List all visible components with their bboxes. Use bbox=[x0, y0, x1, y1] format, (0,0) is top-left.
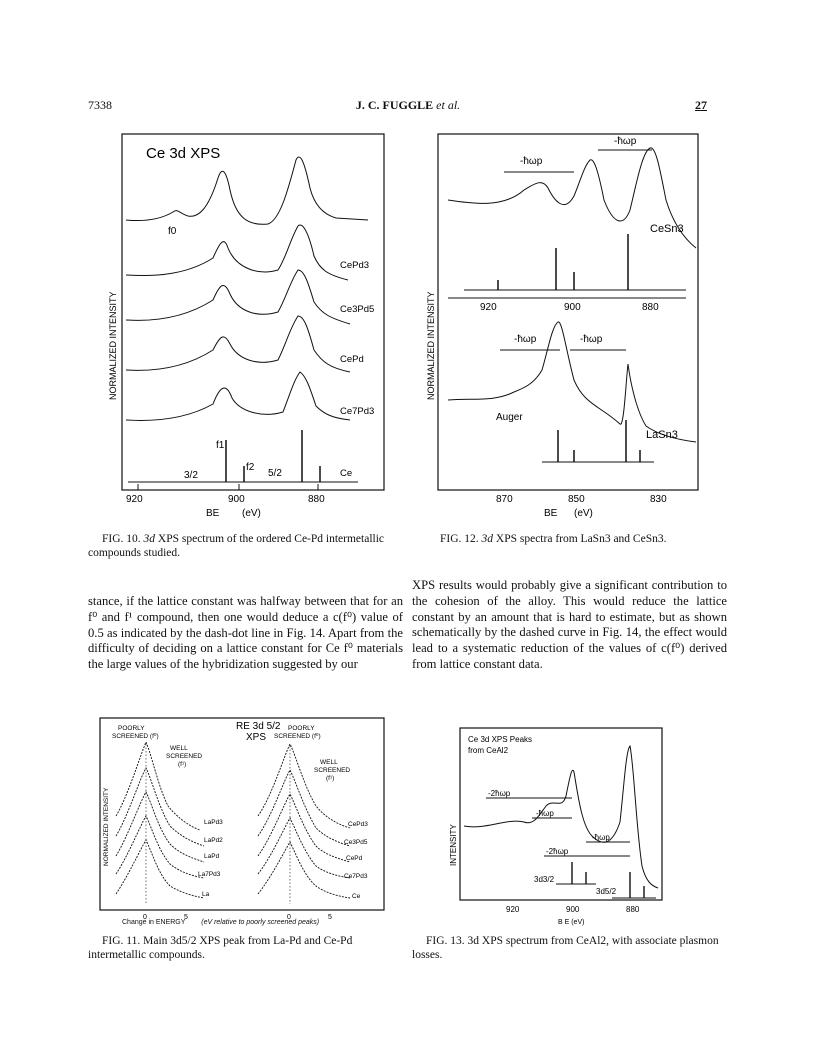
fig12-auger-label: Auger bbox=[496, 412, 523, 423]
fig11-tick: 5 bbox=[328, 914, 332, 921]
figure-11 bbox=[88, 716, 388, 926]
fig11-screened-label: SCREENED bbox=[166, 753, 203, 760]
fig11-f1-label: (f¹) bbox=[326, 775, 335, 782]
fig11-la-label: LaPd3 bbox=[204, 819, 223, 826]
fig10-title: Ce 3d XPS bbox=[146, 145, 221, 162]
fig11-caption-text: Main 3d5/2 XPS peak from La-Pd and Ce-Pd intermetallic compounds. bbox=[88, 935, 353, 961]
figure-11-plot bbox=[88, 716, 388, 926]
fig13-tick: 900 bbox=[566, 905, 580, 914]
fig11-xlabel-row bbox=[122, 919, 402, 926]
fig13-j32-label: 3d3/2 bbox=[534, 875, 555, 884]
fig10-tick: 880 bbox=[308, 494, 325, 505]
fig10-tick: 920 bbox=[126, 494, 143, 505]
fig10-curve-label: CePd bbox=[340, 354, 364, 365]
fig11-ce-label: CePd3 bbox=[348, 821, 368, 828]
fig10-curve-label: Ce3Pd5 bbox=[340, 304, 375, 315]
fig10-curve-label: Ce bbox=[340, 468, 353, 479]
fig11-tick: 0 bbox=[287, 914, 291, 921]
fig13-j52-label: 3d5/2 bbox=[596, 887, 617, 896]
fig12-tick: 900 bbox=[564, 302, 581, 313]
fig11-la-label: LaPd bbox=[204, 853, 220, 860]
fig11-ce-label: Ce7Pd3 bbox=[344, 873, 368, 880]
figure-12 bbox=[424, 130, 714, 525]
fig10-tick: 900 bbox=[228, 494, 245, 505]
fig11-ce-label: Ce bbox=[352, 893, 361, 900]
fig10-j52-label: 5/2 bbox=[268, 468, 282, 479]
fig11-poorly-label: POORLY bbox=[118, 725, 145, 732]
fig11-tick: 5 bbox=[184, 914, 188, 921]
fig12-tick: 870 bbox=[496, 494, 513, 505]
fig10-caption-text: XPS spectrum of the ordered Ce-Pd intermetallic compounds studied. bbox=[88, 533, 385, 559]
fig13-xlabel: B E (eV) bbox=[558, 919, 585, 926]
fig13-caption-text: 3d XPS spectrum from CeAl2, with associate plasmon losses. bbox=[412, 935, 719, 961]
running-header bbox=[0, 98, 816, 113]
fig11-poorly-label: POORLY bbox=[288, 725, 315, 732]
fig10-xlabel: BE bbox=[206, 508, 220, 519]
fig11-la-label: La bbox=[202, 891, 210, 898]
fig13-plasmon1-label: -ħωp bbox=[592, 833, 610, 842]
fig11-screened-label: SCREENED (f⁰) bbox=[274, 733, 321, 740]
fig10-f2-label: f2 bbox=[246, 462, 255, 473]
fig12-caption bbox=[440, 532, 730, 546]
figure-10 bbox=[108, 130, 388, 525]
fig11-title: RE 3d 5/2 bbox=[236, 721, 281, 732]
fig12-caption-label: FIG. 12. bbox=[440, 533, 479, 545]
fig12-xunit: (eV) bbox=[574, 508, 593, 519]
fig10-curve-label: Ce7Pd3 bbox=[340, 406, 375, 417]
fig13-title: from CeAl2 bbox=[468, 746, 509, 755]
fig11-title: XPS bbox=[246, 732, 267, 743]
fig11-la-label: La7Pd3 bbox=[198, 871, 221, 878]
fig11-xlabel-right: (eV relative to poorly screened peaks) bbox=[201, 919, 320, 926]
fig13-ylabel: INTENSITY bbox=[449, 824, 458, 866]
fig11-screened-label: SCREENED (f⁰) bbox=[112, 733, 159, 740]
fig10-f0-label: f0 bbox=[168, 226, 177, 237]
fig11-well-label: WELL bbox=[320, 759, 338, 766]
fig11-f1-label: (f¹) bbox=[178, 761, 187, 768]
fig11-tick: 0 bbox=[143, 914, 147, 921]
fig10-f1-label: f1 bbox=[216, 440, 225, 451]
fig11-well-label: WELL bbox=[170, 745, 188, 752]
figure-13 bbox=[446, 726, 680, 926]
body-paragraph: XPS results would probably give a significant contribution to the cohesion of the alloy. This would reduce the lattice constant by an amount that is hard to estimate, but as shown schematically by the dashed curve in Fig. 14, the effect would lead to a systematic reduction of the values of c(f⁰) derived from lattice constant data. bbox=[412, 578, 727, 671]
fig10-j32-label: 3/2 bbox=[184, 470, 198, 481]
fig11-ylabel: NORMALIZED INTENSITY bbox=[103, 787, 110, 866]
fig12-cesn3-label: CeSn3 bbox=[650, 223, 684, 235]
fig12-xlabel: BE bbox=[544, 508, 558, 519]
figure-12-plot bbox=[424, 130, 714, 525]
figure-13-plot bbox=[446, 726, 680, 926]
fig10-caption-italic: 3d bbox=[143, 533, 156, 545]
fig13-plasmon2-label: -2ħωp bbox=[546, 847, 569, 856]
body-text-right bbox=[412, 578, 727, 673]
fig12-tick: 830 bbox=[650, 494, 667, 505]
fig11-ce-label: Ce3Pd5 bbox=[344, 839, 368, 846]
body-paragraph: stance, if the lattice constant was halfway between that for an f⁰ and f¹ compound, then one would deduce a c(f⁰) value of 0.5 as indicated by the dash-dot line in Fig. 14. Apart from the difficulty of deciding on a lattice constant for Ce f⁰ materials the large values of the hybridization suggested by our bbox=[88, 594, 403, 672]
fig12-tick: 920 bbox=[480, 302, 497, 313]
fig13-tick: 880 bbox=[626, 905, 640, 914]
figure-10-plot bbox=[108, 130, 388, 525]
fig10-curve-label: CePd3 bbox=[340, 260, 370, 271]
fig10-ylabel: NORMALIZED INTENSITY bbox=[108, 291, 118, 400]
fig11-xlabel-left: Change in ENERGY bbox=[122, 919, 186, 926]
fig13-tick: 920 bbox=[506, 905, 520, 914]
body-text-left bbox=[88, 594, 403, 673]
fig10-caption-label: FIG. 10. bbox=[102, 533, 141, 545]
fig12-plasmon-label: -ħωp bbox=[520, 156, 543, 167]
fig10-xunit: (eV) bbox=[242, 508, 261, 519]
fig12-plasmon-label: -ħωp bbox=[614, 136, 637, 147]
author-suffix: et al. bbox=[436, 98, 461, 112]
fig12-caption-text: XPS spectra from LaSn3 and CeSn3. bbox=[495, 533, 667, 545]
fig13-caption bbox=[412, 934, 727, 962]
fig12-plasmon-label: -ħωp bbox=[580, 334, 603, 345]
fig12-lasn3-label: LaSn3 bbox=[646, 429, 678, 441]
volume-number: 27 bbox=[695, 98, 707, 112]
fig12-plasmon-label: -ħωp bbox=[514, 334, 537, 345]
fig12-tick: 850 bbox=[568, 494, 585, 505]
fig11-la-label: LaPd2 bbox=[204, 837, 223, 844]
fig11-caption bbox=[88, 934, 403, 962]
fig12-caption-italic: 3d bbox=[481, 533, 494, 545]
author-name: J. C. FUGGLE bbox=[355, 98, 434, 112]
page-number: 7338 bbox=[88, 98, 112, 112]
fig11-screened-label: SCREENED bbox=[314, 767, 351, 774]
fig11-ce-label: CePd bbox=[346, 855, 363, 862]
fig11-caption-label: FIG. 11. bbox=[102, 935, 141, 947]
fig12-ylabel: NORMALIZED INTENSITY bbox=[426, 291, 436, 400]
fig13-title: Ce 3d XPS Peaks bbox=[468, 735, 533, 744]
fig13-caption-label: FIG. 13. bbox=[426, 935, 465, 947]
fig13-plasmon1-label: -ħωp bbox=[536, 809, 554, 818]
fig12-tick: 880 bbox=[642, 302, 659, 313]
fig10-caption bbox=[88, 532, 403, 560]
fig13-plasmon2-label: -2ħωp bbox=[488, 789, 511, 798]
